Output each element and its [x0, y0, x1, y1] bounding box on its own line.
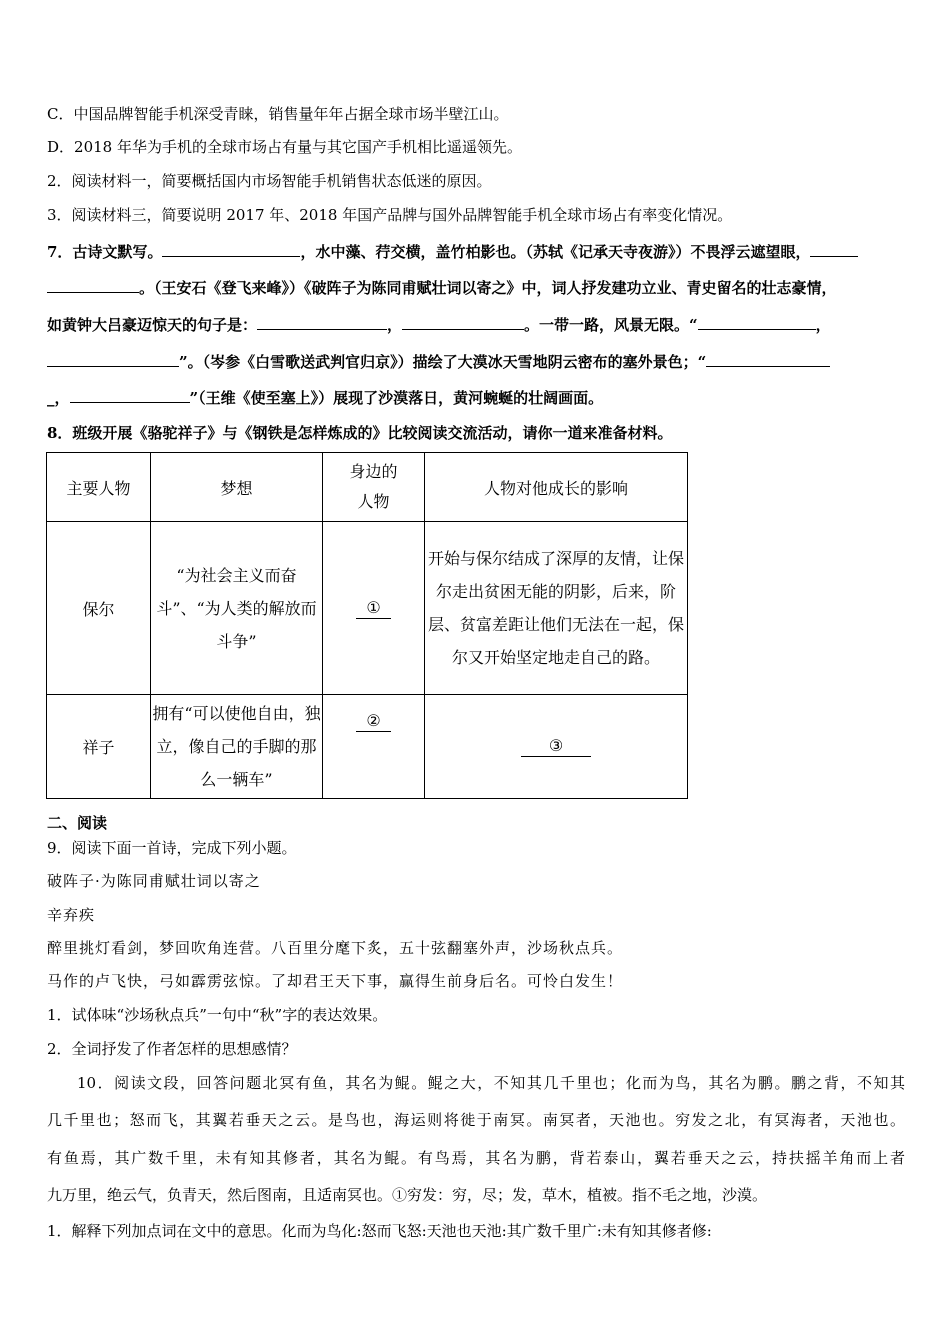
- q7-text: 。（王安石《登飞来峰》）《破阵子为陈同甫赋壮词以寄之》中，词人抒发建功立业、青史留名的壮志豪情，: [139, 279, 837, 297]
- influence-cell: [425, 695, 688, 799]
- q7-text: _，: [47, 389, 70, 407]
- q7-text: ”。（岑参《白雪歌送武判官归京》）描绘了大漠冰天雪地阴云密布的塞外景色；“: [179, 353, 707, 371]
- sub-question-2: 2．全词抒发了作者怎样的思想感情？: [47, 1040, 297, 1058]
- option-d: D．2018 年华为手机的全球市场占有量与其它国产手机相比遥遥领先。: [47, 138, 522, 156]
- person-cell: 祥子: [47, 695, 151, 799]
- people-cell: [323, 695, 425, 799]
- answer-blank[interactable]: ②: [356, 711, 390, 732]
- answer-blank[interactable]: [706, 351, 830, 367]
- question-8-title: 8．班级开展《骆驼祥子》与《钢铁是怎样炼成的》比较阅读交流活动，请你一道来准备材料。: [47, 424, 673, 442]
- question-2: 2．阅读材料一，简要概括国内市场智能手机销售状态低迷的原因。: [47, 172, 492, 190]
- dream-cell: 拥有“可以使他自由，独立，像自己的手脚的那么一辆车”: [151, 695, 323, 799]
- question-3: 3．阅读材料三，简要说明 2017 年、2018 年国产品牌与国外品牌智能手机全球市场占有率变化情况。: [47, 206, 733, 224]
- q7-text: 如黄钟大吕豪迈惊天的句子是：: [47, 316, 258, 334]
- header-cell: 人物对他成长的影响: [425, 453, 688, 522]
- header-cell: 梦想: [151, 453, 323, 522]
- option-c: C．中国品牌智能手机深受青睐，销售量年年占据全球市场半壁江山。: [47, 105, 509, 123]
- q7-text: ，: [815, 316, 831, 334]
- question-10-line-1: 10．阅读文段，回答问题北冥有鱼，其名为鲲。鲲之大，不知其几千里也；化而为鸟，其名为鹏。鹏之背，不知其: [77, 1074, 905, 1092]
- question-7-line-1: [47, 241, 858, 262]
- answer-blank[interactable]: [402, 314, 524, 330]
- poem-line-1: 醉里挑灯看剑，梦回吹角连营。八百里分麾下炙，五十弦翻塞外声，沙场秋点兵。: [47, 939, 624, 957]
- answer-blank[interactable]: [162, 241, 300, 257]
- table-row: [47, 695, 688, 799]
- question-10-line-3: 有鱼焉，其广数千里，未有知其修者，其名为鲲。有鸟焉，其名为鹏，背若泰山，翼若垂天之云，持扶摇羊角而上者: [47, 1149, 905, 1167]
- poem-line-2: 马作的卢飞快，弓如霹雳弦惊。了却君王天下事，赢得生前身后名。可怜白发生！: [47, 972, 624, 990]
- question-7-line-3: [47, 314, 831, 335]
- answer-blank[interactable]: [70, 387, 190, 403]
- q7-text: 。一带一路，风景无限。“: [524, 316, 698, 334]
- question-10-sub-1: 1．解释下列加点词在文中的意思。化而为鸟化:怒而飞怒:天池也天池:其广数千里广:未有知其修者修:: [47, 1222, 712, 1240]
- question-9: 9．阅读下面一首诗，完成下列小题。: [47, 839, 297, 857]
- answer-blank[interactable]: ①: [356, 598, 390, 619]
- comparison-table: [46, 452, 688, 799]
- q7-text: ，水中藻、荇交横，盖竹柏影也。（苏轼《记承天寺夜游》）不畏浮云遮望眼，: [300, 243, 811, 261]
- question-10-line-2: 几千里也；怒而飞，其翼若垂天之云。是鸟也，海运则将徙于南冥。南冥者，天池也。穷发之北，有冥海者，天池也。: [47, 1111, 905, 1129]
- answer-blank[interactable]: [47, 351, 179, 367]
- poem-title: 破阵子·为陈同甫赋壮词以寄之: [47, 872, 261, 890]
- people-cell: [323, 522, 425, 695]
- person-cell: 保尔: [47, 522, 151, 695]
- answer-blank[interactable]: [698, 314, 816, 330]
- table-header-row: [47, 453, 688, 522]
- section-heading: 二、阅读: [47, 814, 108, 832]
- question-10-line-4: 九万里，绝云气，负青天，然后图南，且适南冥也。①穷发：穷，尽；发，草木，植被。指不毛之地，沙漠。: [47, 1186, 768, 1204]
- influence-cell: 开始与保尔结成了深厚的友情，让保尔走出贫困无能的阴影，后来，阶层、贫富差距让他们无法在一起，保尔又开始坚定地走自己的路。: [425, 522, 688, 695]
- q7-text: ”（王维《使至塞上》）展现了沙漠落日，黄河蜿蜒的壮阔画面。: [189, 389, 604, 407]
- dream-cell: “为社会主义而奋斗”、“为人类的解放而斗争”: [151, 522, 323, 695]
- answer-blank[interactable]: [810, 241, 858, 257]
- answer-blank[interactable]: ③: [521, 736, 591, 757]
- header-cell: 身边的人物: [323, 453, 425, 522]
- answer-blank[interactable]: [257, 314, 387, 330]
- answer-blank[interactable]: [47, 277, 139, 293]
- q7-text: ，: [387, 316, 403, 334]
- sub-question-1: 1．试体味“沙场秋点兵”一句中“秋”字的表达效果。: [47, 1006, 388, 1024]
- question-7-line-4: [47, 351, 830, 372]
- table-row: [47, 522, 688, 695]
- question-7-line-2: [47, 277, 837, 298]
- poem-author: 辛弃疾: [47, 906, 96, 924]
- header-cell: 主要人物: [47, 453, 151, 522]
- q7-label: 7．古诗文默写。: [47, 243, 163, 261]
- question-7-line-5: [47, 387, 603, 408]
